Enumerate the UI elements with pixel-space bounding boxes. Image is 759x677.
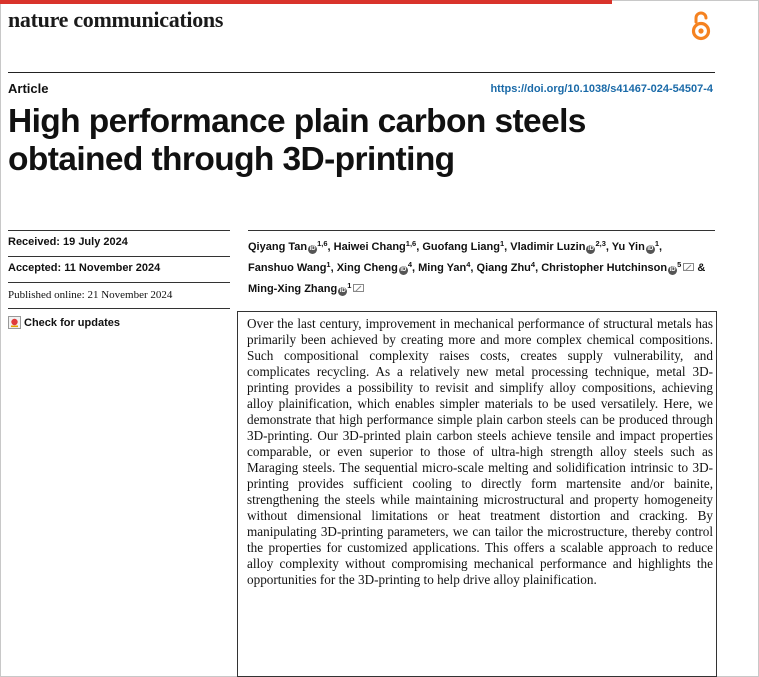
header-divider [8, 72, 715, 73]
author-affiliation: 2,3 [595, 239, 606, 248]
author-item[interactable] [248, 283, 364, 295]
author-separator: & [694, 262, 706, 274]
author-separator: , [412, 262, 419, 274]
accepted-date: Accepted: 11 November 2024 [8, 262, 161, 274]
email-icon[interactable] [353, 284, 364, 292]
author-name: Fanshuo Wang [248, 262, 327, 274]
check-for-updates-label: Check for updates [24, 316, 120, 329]
author-affiliation: 4 [407, 260, 412, 269]
authors-divider [248, 230, 715, 231]
title-line-1: High performance plain carbon steels [8, 103, 586, 140]
author-affiliation: 1,6 [405, 239, 417, 248]
author-separator: , [605, 241, 612, 253]
meta-divider [8, 256, 230, 257]
author-item[interactable] [477, 262, 536, 274]
page-title [8, 103, 708, 179]
author-item[interactable] [510, 241, 606, 253]
doi-link[interactable]: https://doi.org/10.1038/s41467-024-54507-4 [490, 83, 713, 95]
received-date: Received: 19 July 2024 [8, 236, 128, 248]
check-for-updates-icon [8, 316, 21, 329]
author-item[interactable] [612, 241, 659, 253]
abstract-text: Over the last century, improvement in mechanical performance of structural metals has primarily been achieved by creating more and more complex chemical compositions. Such compositional complexity raises costs, creates supply vulnerability, and complicates recycling. As a relatively new metal processing technique, metal 3D-printing provides a possibility to revisit and simplify alloy compositions, achieving alloy plainification, which enables simpler materials to be used versatilely. Here, we demonstrate that high performance simple plain carbon steels can be produced through 3D-printing. Our 3D-printed plain carbon steels achieve tensile and impact properties comparable, or even superior to those of ultra-high strength alloy steels such as Maraging steels. The sequential micro-scale melting and solidification intrinsic to 3D-printing provides sufficient cooling to directly form martensite and/or bainite, strengthening the steels while maintaining microstructural and property homogeneity without dimensional limitations or heat treatment distortion and cracking. By manipulating 3D-printing parameters, we can tailor the microstructure, thereby control the properties for customized applications. This offers a scalable approach to reduce alloy complexity without compromising mechanical performance and highlights the opportunities for the 3D-printing to help drive alloy plainification. [247, 316, 713, 587]
author-separator: , [330, 262, 337, 274]
author-name: Qiang Zhu [476, 262, 531, 274]
orcid-icon[interactable]: iD [309, 246, 316, 252]
author-item[interactable] [248, 241, 328, 253]
author-name: Haiwei Chang [333, 241, 406, 253]
email-icon[interactable] [683, 263, 694, 271]
author-affiliation: 5 [677, 260, 682, 269]
author-separator: , [504, 241, 511, 253]
author-affiliation: 1 [347, 281, 352, 290]
author-item[interactable] [248, 262, 331, 274]
author-name: Qiyang Tan [248, 241, 308, 253]
article-type-label: Article [8, 81, 49, 96]
orcid-icon[interactable]: iD [400, 267, 407, 273]
author-separator: , [470, 262, 477, 274]
check-for-updates-button[interactable] [8, 316, 120, 329]
author-separator: , [416, 241, 423, 253]
author-separator: , [535, 262, 542, 274]
orcid-icon[interactable]: iD [669, 267, 676, 273]
author-separator: , [327, 241, 334, 253]
journal-accent-bar [0, 0, 612, 4]
orcid-icon[interactable]: iD [587, 246, 594, 252]
author-name: Ming-Xing Zhang [248, 283, 338, 295]
published-date: Published online: 21 November 2024 [8, 289, 173, 301]
meta-divider [8, 308, 230, 309]
author-list [248, 235, 718, 298]
author-affiliation: 1 [654, 239, 659, 248]
title-line-2: obtained through 3D-printing [8, 141, 455, 178]
author-item[interactable] [422, 241, 504, 253]
author-name: Christopher Hutchinson [541, 262, 668, 274]
author-name: Yu Yin [611, 241, 645, 253]
author-affiliation: 1 [499, 239, 505, 248]
author-name: Xing Cheng [336, 262, 398, 274]
open-access-icon [690, 10, 712, 42]
author-item[interactable] [337, 262, 412, 274]
author-separator: , [658, 241, 663, 253]
orcid-icon[interactable]: iD [339, 288, 346, 294]
author-name: Vladimir Luzin [510, 241, 586, 253]
author-item[interactable] [418, 262, 470, 274]
journal-name[interactable]: nature communications [8, 7, 224, 32]
meta-divider [8, 230, 230, 231]
author-affiliation: 4 [530, 260, 536, 269]
author-affiliation: 1 [326, 260, 331, 269]
author-affiliation: 4 [466, 260, 471, 269]
author-name: Guofang Liang [422, 241, 500, 253]
author-item[interactable] [541, 262, 694, 274]
orcid-icon[interactable]: iD [647, 246, 654, 252]
author-item[interactable] [334, 241, 417, 253]
meta-divider [8, 282, 230, 283]
author-name: Ming Yan [418, 262, 467, 274]
author-affiliation: 1,6 [317, 239, 328, 248]
